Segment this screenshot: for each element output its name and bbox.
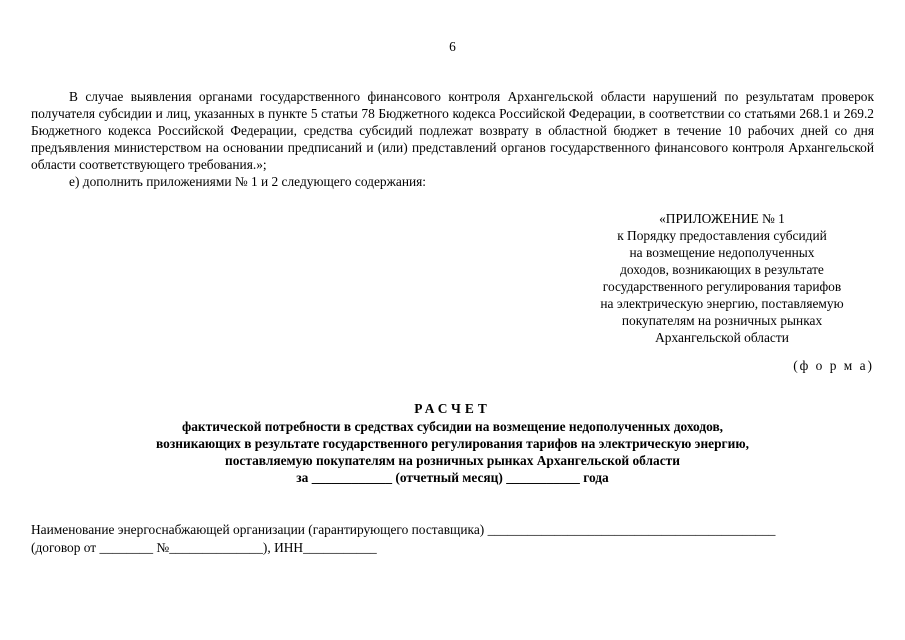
- appendix-line: Архангельской области: [655, 330, 789, 345]
- calculation-subtitle: [0, 418, 905, 486]
- calculation-subtitle-line: фактической потребности в средствах субсидии на возмещение недополученных доходов,: [181, 419, 724, 434]
- calculation-period-line: за ____________ (отчетный месяц) ___________ года: [296, 470, 609, 485]
- appendix-line: на возмещение недополученных: [629, 245, 815, 260]
- appendix-header: [562, 210, 882, 346]
- calculation-subtitle-line: возникающих в результате государственного регулирования тарифов на электрическую энергию,: [156, 436, 749, 451]
- page-number: 6: [449, 39, 456, 54]
- appendix-line: государственного регулирования тарифов: [602, 279, 842, 294]
- calculation-subtitle-line: поставляемую покупателям на розничных рынках Архангельской области: [225, 453, 680, 468]
- paragraph-violations: В случае выявления органами государственного финансового контроля Архангельской области нарушений по результатам проверок получателя субсидии и лиц, указанных в пункте 5 статьи 78 Бюджетного кодекса Российской Федерации, в соответствии со статьями 268.1 и 269.2 Бюджетного кодекса Российской Федерации, средства субсидий подлежат возврату в областной бюджет в течение 10 рабочих дней со дня предъявления министерством на основании предписаний и (или) представлений органов государственного финансового контроля Архангельской области соответствующего требования.»;: [31, 89, 874, 172]
- appendix-line: на электрическую энергию, поставляемую: [600, 296, 844, 311]
- appendix-line: «ПРИЛОЖЕНИЕ № 1: [659, 211, 785, 226]
- appendix-line: покупателям на розничных рынках: [621, 313, 823, 328]
- form-label: (ф о р м а): [793, 358, 874, 373]
- paragraph-appendices: е) дополнить приложениями № 1 и 2 следующего содержания:: [69, 174, 427, 189]
- appendix-line: к Порядку предоставления субсидий: [617, 228, 827, 243]
- contract-details-line: (договор от ________ №______________), ИНН___________: [31, 540, 377, 555]
- calculation-title: РАСЧЕТ: [414, 401, 491, 416]
- body-text: [31, 88, 874, 190]
- organization-name-line: Наименование энергоснабжающей организации (гарантирующего поставщика) ___________________________________________: [31, 522, 776, 537]
- appendix-line: доходов, возникающих в результате: [620, 262, 824, 277]
